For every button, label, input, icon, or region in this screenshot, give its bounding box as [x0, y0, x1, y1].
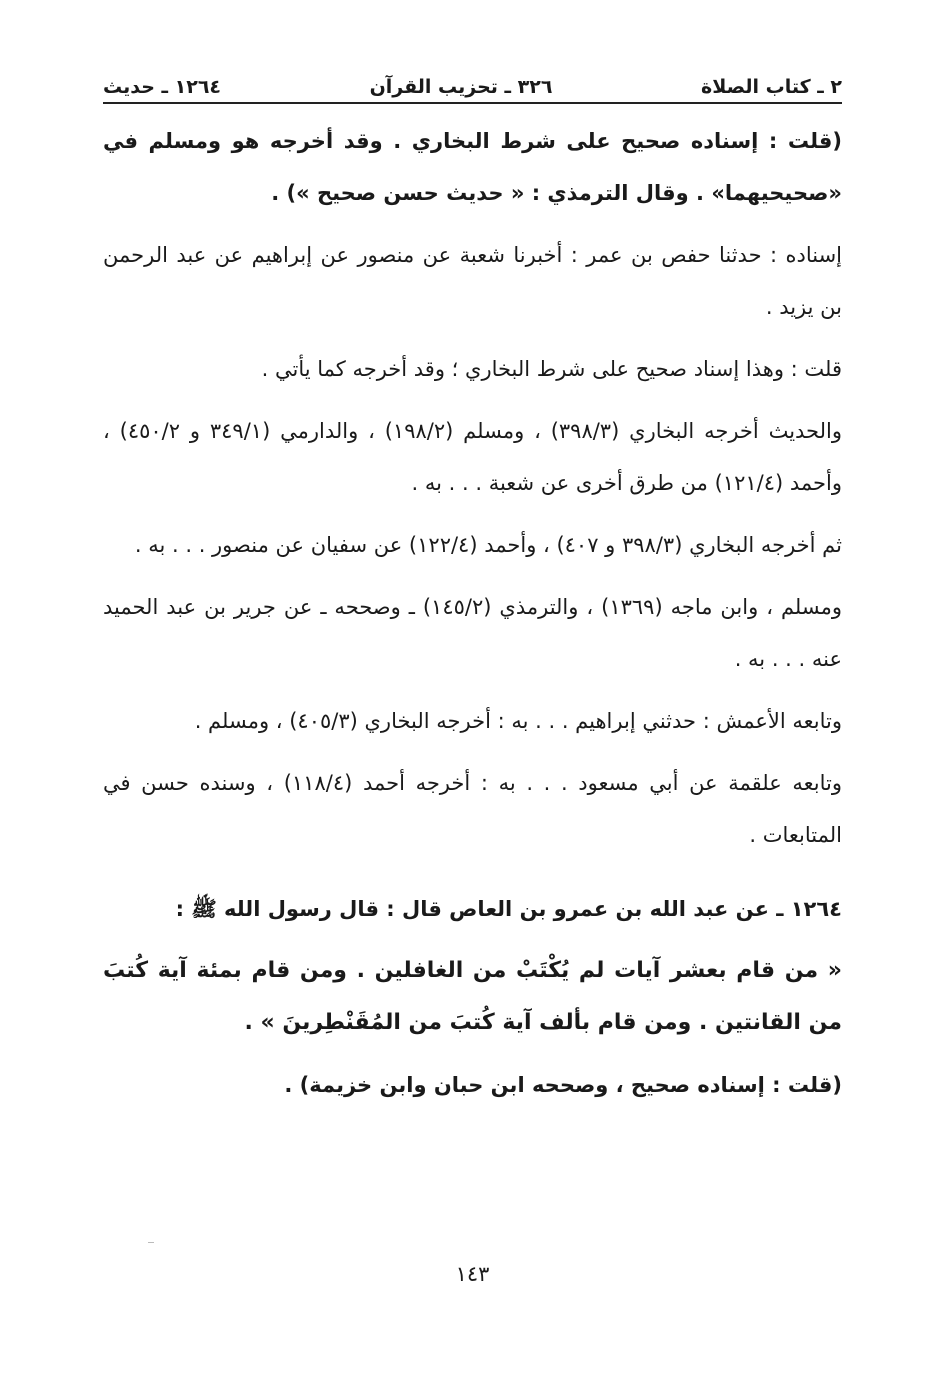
hadith-text: « من قام بعشر آيات لم يُكْتَبْ من الغافلين . ومن قام بمئة آية كُتبَ من القانتين . ومن قام بألف آية كُتبَ من المُقَنْطِرينَ » . [103, 958, 842, 1035]
page-body [103, 115, 842, 1121]
header-hadith-number: ١٢٦٤ ـ حديث [103, 76, 222, 98]
paragraph-takhrij-3: ومسلم ، وابن ماجه (١٣٦٩) ، والترمذي (١٤٥/٢) ـ وصححه ـ عن جرير بن عبد الحميد عنه . . . به . [103, 595, 842, 671]
paragraph-mutabaa-2: وتابعه علقمة عن أبي مسعود . . . به : أخرجه أحمد (١١٨/٤) ، وسنده حسن في المتابعات . [103, 771, 843, 847]
hadith-grading-note: (قلت : إسناده صحيح ، وصححه ابن حبان وابن خزيمة) . [284, 1073, 842, 1097]
paragraph-mutabaa-1: وتابعه الأعمش : حدثني إبراهيم . . . به : أخرجه البخاري (٤٠٥/٣) ، ومسلم . [194, 709, 842, 733]
paragraph-takhrij-2: ثم أخرجه البخاري (٣٩٨/٣ و ٤٠٧) ، وأحمد (١٢٢/٤) عن سفيان عن منصور . . . به . [134, 533, 842, 557]
paragraph-isnad: إسناده : حدثنا حفص بن عمر : أخبرنا شعبة عن منصور عن إبراهيم عن عبد الرحمن بن يزيد . [103, 243, 842, 319]
paragraph-comment: قلت : وهذا إسناد صحيح على شرط البخاري ؛ وقد أخرجه كما يأتي . [261, 357, 842, 381]
running-header [103, 58, 842, 98]
header-section: ٣٢٦ ـ تحزيب القرآن [369, 76, 553, 98]
scan-speck [148, 1242, 154, 1243]
page-number: ١٤٣ [455, 1262, 490, 1286]
paragraph-grading: (قلت : إسناده صحيح على شرط البخاري . وقد أخرجه هو ومسلم في «صحيحيهما» . وقال الترمذي : « حديث حسن صحيح ») . [103, 129, 842, 205]
header-chapter: ٢ ـ كتاب الصلاة [701, 76, 842, 98]
hadith-heading: ١٢٦٤ ـ عن عبد الله بن عمرو بن العاص قال : قال رسول الله ﷺ : [175, 897, 842, 921]
paragraph-takhrij-1: والحديث أخرجه البخاري (٣٩٨/٣) ، ومسلم (١٩٨/٢) ، والدارمي (٣٤٩/١ و ٤٥٠/٢) ، وأحمد (١٢١/٤) من طرق أخرى عن شعبة . . . به . [103, 419, 842, 495]
header-rule [103, 102, 842, 104]
